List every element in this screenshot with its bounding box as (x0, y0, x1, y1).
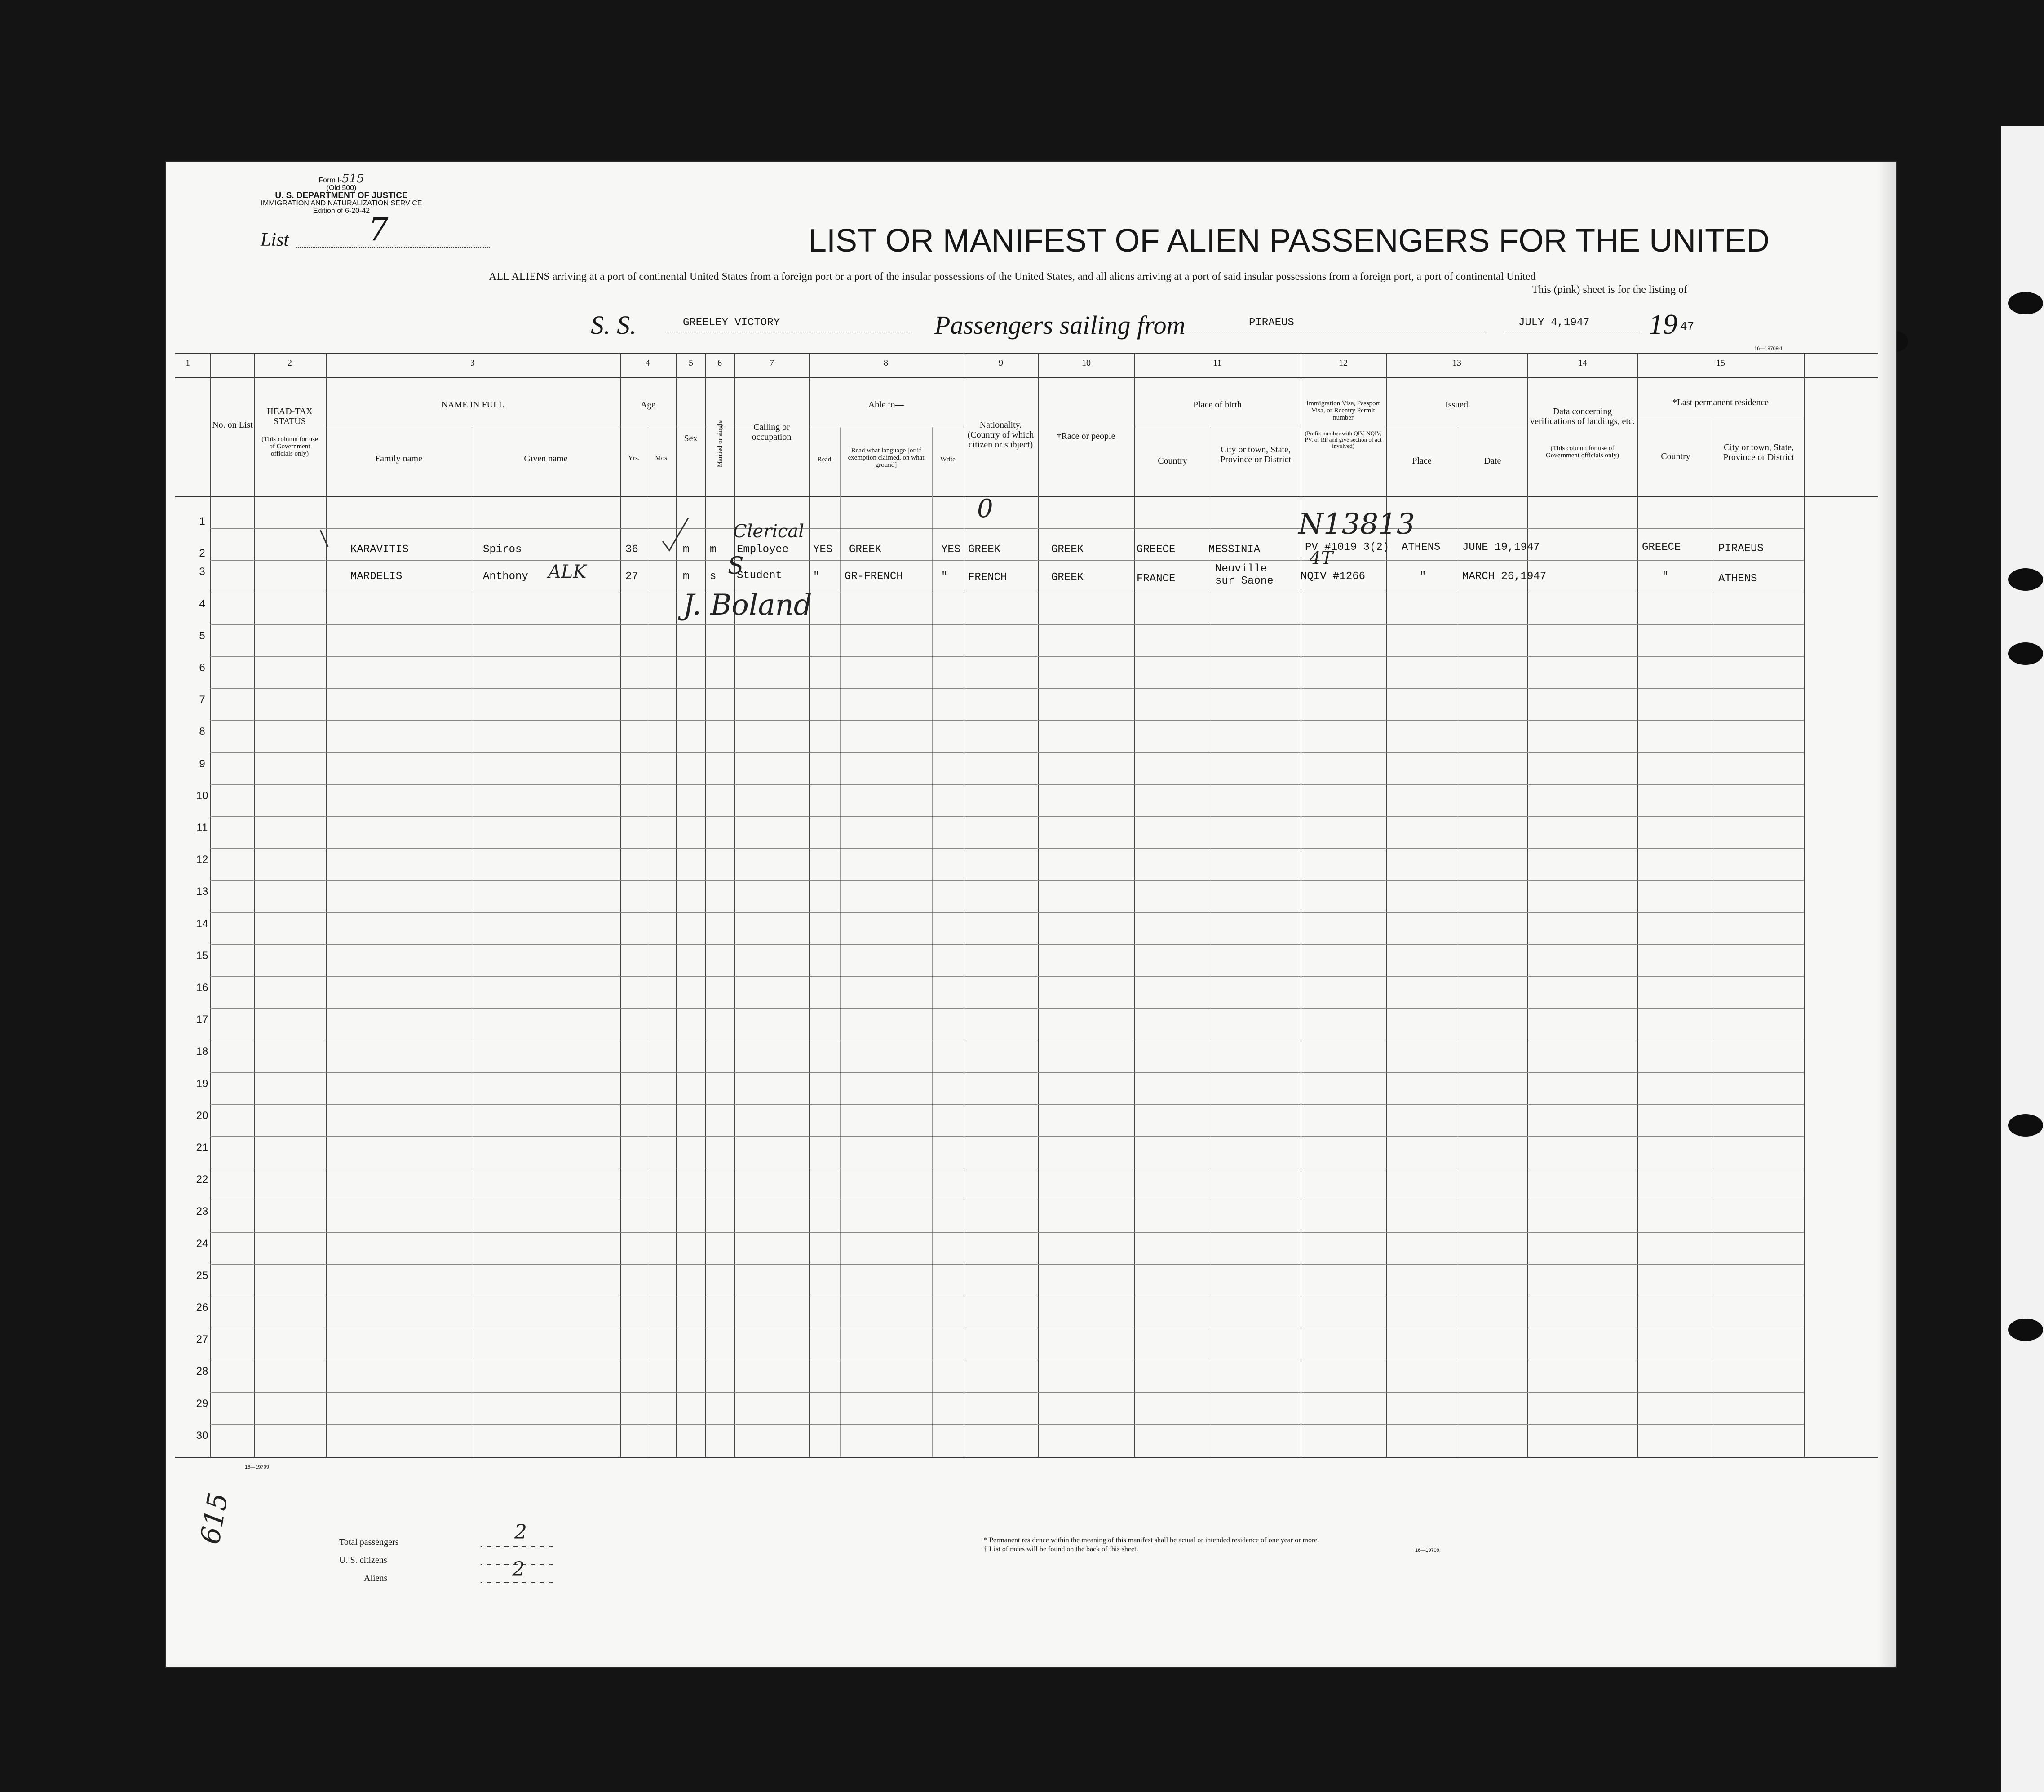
column-divider (326, 353, 327, 1457)
column-number: 3 (470, 358, 475, 368)
header-no-on-list: No. on List (212, 420, 253, 430)
column-number: 15 (1716, 358, 1725, 368)
column-number-rule (175, 377, 1887, 378)
row-rule (210, 816, 1804, 817)
header-mos: Mos. (655, 455, 669, 462)
total-passengers-line (481, 1546, 553, 1547)
row-rule (210, 688, 1804, 689)
header-head-tax: HEAD-TAX STATUS (267, 407, 313, 426)
sailing-label: Passengers sailing from (934, 310, 1186, 340)
header-yrs: Yrs. (628, 455, 640, 462)
passenger-birth-city: MESSINIA (1208, 544, 1261, 556)
aliens-line (481, 1582, 553, 1583)
row-rule (210, 976, 1804, 977)
passenger-sex: m (683, 544, 690, 556)
column-divider (1637, 353, 1638, 1457)
passenger-nationality: FRENCH (968, 571, 1007, 584)
subtitle-line-2: This (pink) sheet is for the listing of (1532, 284, 1687, 296)
header-issued: Issued (1445, 400, 1469, 410)
passenger-age-years: 36 (625, 544, 638, 556)
column-divider (840, 427, 841, 1457)
subtitle-line-1: ALL ALIENS arriving at a port of continental United States from a foreign port or a port of the insular possessions of the United States, and all aliens arriving at a port of said insular possessions from a foreign port, a port of continental United (489, 271, 1536, 283)
binder-hole (2008, 642, 2043, 665)
column-number: 12 (1339, 358, 1348, 368)
row-number: 22 (196, 1173, 208, 1186)
row-rule (210, 560, 1804, 561)
passenger-residence-country: GREECE (1642, 541, 1681, 553)
print-code-bottom: 16—19709. (1415, 1548, 1441, 1553)
film-strip-edge (2001, 126, 2044, 1792)
row-number: 29 (196, 1397, 208, 1410)
row-number: 10 (196, 789, 208, 802)
column-divider (1527, 353, 1528, 1457)
column-number: 11 (1213, 358, 1222, 368)
passenger-given-name: Spiros (483, 544, 522, 556)
column-number: 6 (717, 358, 722, 368)
passenger-can-write: " (941, 571, 948, 583)
row-rule (210, 784, 1804, 785)
form-old-number: (Old 500) (326, 184, 357, 192)
row-rule (210, 1424, 1804, 1425)
row-number: 30 (196, 1429, 208, 1442)
list-number-handwritten: 7 (368, 211, 389, 248)
row-rule (210, 1264, 1804, 1265)
list-label: List (261, 230, 289, 250)
passenger-language: GR-FRENCH (845, 571, 903, 583)
passenger-family-name: KARAVITIS (350, 544, 409, 556)
department-name: U. S. DEPARTMENT OF JUSTICE (275, 191, 408, 200)
passenger-can-read: YES (813, 544, 833, 556)
header-data-concerning: Data concerning verifications of landings, etc. (1530, 407, 1635, 426)
header-birth-city: City or town, State, Province or District (1220, 445, 1291, 465)
column-divider (705, 353, 706, 1457)
ship-name: GREELEY VICTORY (683, 317, 780, 329)
passenger-race: GREEK (1051, 544, 1084, 556)
column-divider (809, 353, 810, 1457)
passenger-issued-place: " (1420, 571, 1426, 583)
footnote-permanent-residence: * Permanent residence within the meaning of this manifest shall be actual or intended residence of one year or more. (984, 1536, 1319, 1544)
row-number: 19 (196, 1077, 208, 1090)
row-rule (210, 848, 1804, 849)
handwritten-marital: S (728, 553, 744, 580)
row-number: 1 (199, 515, 205, 527)
column-divider (1038, 353, 1039, 1457)
handwritten-nationality-mark: 0 (977, 494, 993, 523)
row-rule (210, 1104, 1804, 1105)
row-number: 18 (196, 1045, 208, 1058)
column-divider (620, 353, 621, 1457)
aliens-label: Aliens (364, 1573, 388, 1583)
column-number: 7 (770, 358, 774, 368)
passenger-residence-country: " (1662, 571, 1669, 583)
column-number: 13 (1452, 358, 1461, 368)
header-visa-note: (Prefix number with QIV, NQIV, PV, or RP and give section of act involved) (1305, 430, 1382, 449)
row-rule (210, 624, 1804, 625)
row-number: 9 (199, 757, 205, 770)
header-head-tax-note: (This column for use of Government officials only) (261, 436, 318, 457)
service-name: IMMIGRATION AND NATURALIZATION SERVICE (261, 199, 422, 207)
passenger-birth-country: GREECE (1137, 544, 1176, 556)
passenger-residence-city: ATHENS (1718, 573, 1757, 585)
passenger-can-write: YES (941, 544, 961, 556)
row-number: 3 (199, 566, 205, 578)
column-divider (1134, 353, 1135, 1457)
aliens-hand: 2 (512, 1558, 525, 1581)
row-rule (210, 720, 1804, 721)
row-number: 7 (199, 694, 205, 706)
column-divider (254, 353, 255, 1457)
column-number: 4 (646, 358, 650, 368)
row-number: 12 (196, 854, 208, 866)
departure-port: PIRAEUS (1249, 317, 1294, 329)
handwritten-occupation: Clerical (733, 521, 805, 542)
edition-text: Edition of 6-20-42 (313, 207, 370, 215)
column-divider (932, 427, 933, 1457)
handwritten-margin-number: 615 (194, 1490, 234, 1547)
header-bottom-rule (175, 496, 1887, 497)
handwritten-signature: J. Boland (683, 588, 812, 622)
header-read-language: Read what language [or if exemption claimed, on what ground] (848, 447, 925, 469)
header-sex: Sex (684, 434, 698, 443)
ss-label: S. S. (591, 310, 637, 340)
row-rule (210, 1008, 1804, 1009)
header-birth-country: Country (1158, 456, 1187, 466)
row-number: 25 (196, 1269, 208, 1282)
header-residence-country: Country (1661, 451, 1690, 461)
row-number: 21 (196, 1142, 208, 1154)
passenger-family-name: MARDELIS (350, 571, 403, 583)
row-rule (210, 1392, 1804, 1393)
header-place-of-birth: Place of birth (1193, 400, 1242, 410)
passenger-language: GREEK (849, 544, 882, 556)
passenger-race: GREEK (1051, 571, 1084, 584)
header-age: Age (640, 400, 656, 410)
header-issued-date: Date (1484, 456, 1501, 466)
row-number: 27 (196, 1333, 208, 1346)
row-number: 20 (196, 1109, 208, 1122)
passenger-sex: m (683, 571, 690, 583)
column-number: 1 (186, 358, 190, 368)
passenger-issued-date: JUNE 19,1947 (1462, 541, 1540, 553)
column-number: 10 (1082, 358, 1091, 368)
handwritten-given-note: ALK (548, 562, 587, 582)
row-rule (210, 1136, 1804, 1137)
print-code-left: 16—19709 (245, 1465, 269, 1470)
handwritten-visa-mark: N13813 (1298, 508, 1415, 541)
row-number: 26 (196, 1301, 208, 1314)
header-residence-city: City or town, State, Province or District (1723, 442, 1794, 462)
list-underline (296, 247, 490, 248)
passenger-occupation: Employee (737, 544, 789, 556)
column-number: 9 (999, 358, 1003, 368)
total-passengers-label: Total passengers (339, 1537, 399, 1547)
table-bottom-border (175, 1457, 1887, 1458)
print-code: 16—19709-1 (1754, 346, 1783, 351)
row-rule (210, 880, 1804, 881)
header-issued-place: Place (1412, 456, 1432, 466)
form-number-hand: 515 (341, 172, 364, 186)
header-nationality: Nationality. (Country of which citizen or subject) (967, 420, 1034, 450)
form-number: Form I- (319, 177, 342, 184)
us-citizens-label: U. S. citizens (339, 1555, 387, 1565)
page-edge (1878, 162, 1896, 1667)
row-number: 15 (196, 949, 208, 962)
passenger-marital: s (710, 571, 717, 583)
passenger-age-years: 27 (625, 571, 638, 583)
header-name-in-full: NAME IN FULL (441, 400, 504, 410)
column-number: 5 (689, 358, 693, 368)
header-married-single: Married or single (717, 420, 724, 468)
handwritten-visa-mark-2: 4T (1310, 548, 1333, 569)
total-passengers-hand: 2 (514, 1521, 527, 1544)
row-rule (210, 912, 1804, 913)
footnote-races: † List of races will be found on the back of this sheet. (984, 1545, 1138, 1553)
row-number: 4 (199, 597, 205, 610)
row-rule (210, 752, 1804, 753)
row-number: 5 (199, 629, 205, 642)
row-number: 2 (199, 547, 205, 560)
check-mark (660, 514, 692, 555)
header-data-note: (This column for use of Government officials only) (1545, 445, 1619, 459)
row-number: 13 (196, 885, 208, 898)
row-number: 6 (199, 662, 205, 674)
column-divider (1804, 353, 1805, 1457)
row-number: 8 (199, 726, 205, 738)
row-number: 11 (196, 822, 208, 834)
passenger-visa: NQIV #1266 (1301, 571, 1366, 583)
passenger-visa: PV #1019 3(2) (1305, 541, 1389, 553)
column-divider (734, 353, 735, 1457)
column-number: 8 (884, 358, 888, 368)
row-rule (210, 528, 1804, 529)
header-write: Write (940, 456, 956, 463)
year-suffix: 47 (1680, 320, 1694, 333)
passenger-birth-city-line-2: sur Saone (1215, 575, 1274, 587)
passenger-nationality: GREEK (968, 544, 1001, 556)
row-number: 17 (196, 1013, 208, 1026)
row-number: 23 (196, 1205, 208, 1218)
year-prefix: 19 (1649, 308, 1677, 340)
sailing-date: JULY 4,1947 (1518, 317, 1590, 329)
row-rule (210, 1232, 1804, 1233)
header-family-name: Family name (375, 454, 422, 464)
passenger-issued-place: ATHENS (1402, 541, 1441, 553)
row-number: 16 (196, 982, 208, 994)
passenger-issued-date: MARCH 26,1947 (1462, 571, 1547, 583)
passenger-given-name: Anthony (483, 571, 528, 583)
row-rule (210, 1072, 1804, 1073)
binder-hole (2008, 292, 2043, 314)
row-number: 14 (196, 917, 208, 930)
header-able-to: Able to— (868, 400, 904, 410)
header-race: †Race or people (1057, 431, 1115, 441)
passenger-marital: m (710, 544, 717, 556)
passenger-occupation: Student (737, 570, 782, 582)
manifest-page (166, 162, 1896, 1667)
binder-hole (2008, 1114, 2043, 1137)
header-visa: Immigration Visa, Passport Visa, or Reentry Permit number (1306, 400, 1380, 421)
form-id-block (256, 172, 427, 215)
header-read: Read (817, 456, 832, 463)
table-top-border (175, 353, 1887, 354)
page-title: LIST OR MANIFEST OF ALIEN PASSENGERS FOR THE UNITED (809, 223, 1770, 259)
row-rule (210, 944, 1804, 945)
header-last-residence: *Last permanent residence (1672, 398, 1769, 407)
passenger-can-read: " (813, 571, 820, 583)
passenger-birth-city-line-1: Neuville (1215, 563, 1267, 575)
column-number: 14 (1578, 358, 1587, 368)
binder-hole (2008, 568, 2043, 591)
header-given-name: Given name (524, 454, 568, 464)
column-number: 2 (288, 358, 292, 368)
tick-mark (318, 528, 332, 550)
row-number: 24 (196, 1237, 208, 1250)
passenger-residence-city: PIRAEUS (1718, 543, 1764, 555)
passenger-birth-country: FRANCE (1137, 573, 1176, 585)
binder-hole (2008, 1319, 2043, 1341)
header-calling: Calling or occupation (752, 422, 792, 442)
row-number: 28 (196, 1365, 208, 1378)
row-rule (210, 656, 1804, 657)
